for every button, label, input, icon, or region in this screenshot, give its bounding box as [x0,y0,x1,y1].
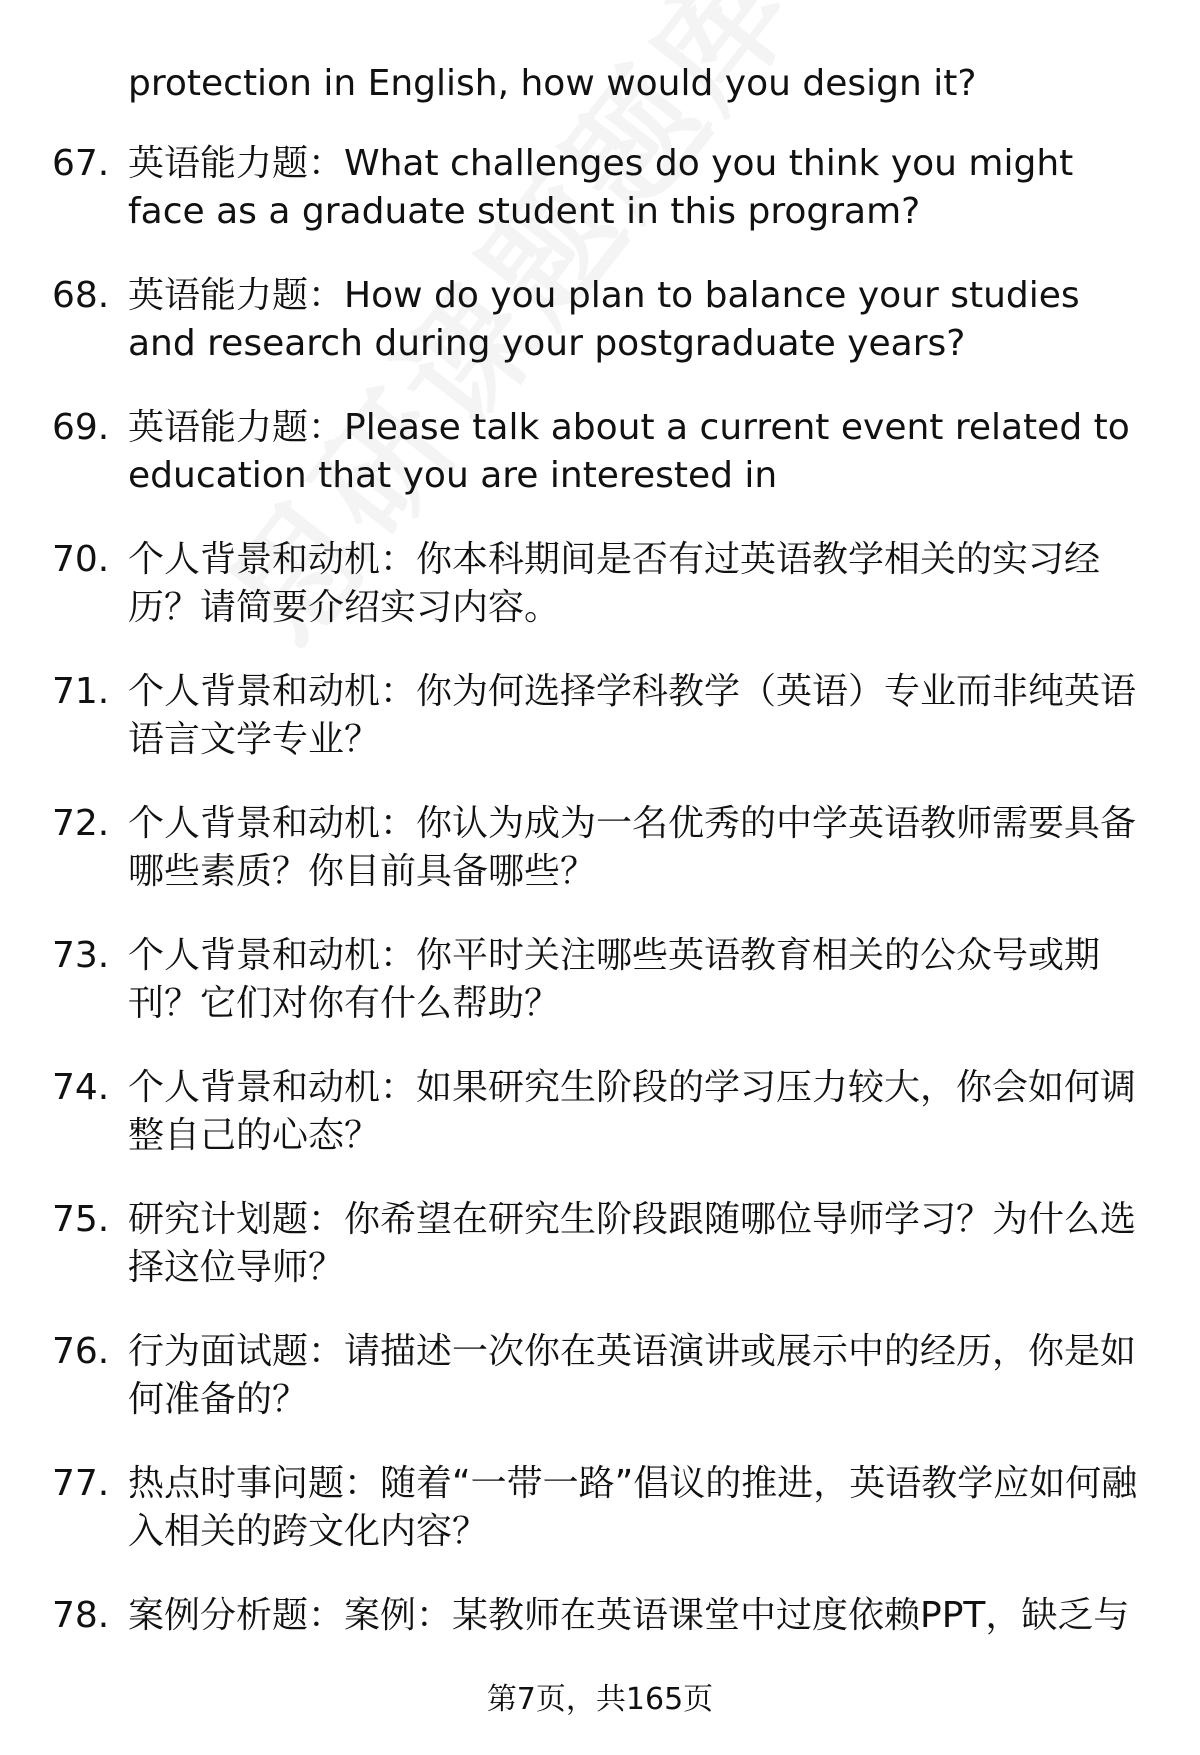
question-text: 个人背景和动机：如果研究生阶段的学习压力较大，你会如何调整自己的心态？ [128,1067,1137,1156]
question-item [0,932,1200,1064]
question-number: 71. [52,671,110,712]
question-text: 个人背景和动机：你为何选择学科教学（英语）专业而非纯英语语言文学专业？ [128,671,1137,760]
question-number: 70. [52,539,110,580]
question-text: 个人背景和动机：你本科期间是否有过英语教学相关的实习经历？请简要介绍实习内容。 [128,539,1101,628]
question-number: 74. [52,1067,110,1108]
question-text: 热点时事问题：随着“一带一路”倡议的推进，英语教学应如何融入相关的跨文化内容？ [128,1463,1138,1552]
question-item [0,140,1200,272]
question-number: 77. [52,1463,110,1504]
question-number: 75. [52,1199,110,1240]
page-footer: 第7页，共165页 [486,1682,714,1717]
question-number: 67. [52,143,110,184]
question-list [0,140,1200,1724]
question-item [0,1196,1200,1328]
question-number: 73. [52,935,110,976]
question-item [0,800,1200,932]
question-text: 案例分析题：案例：某教师在英语课堂中过度依赖PPT，缺乏与 [128,1595,1130,1636]
question-item [0,668,1200,800]
continuation-text: protection in English, how would you design it? [128,63,977,104]
question-number: 69. [52,407,110,448]
question-text: 个人背景和动机：你平时关注哪些英语教育相关的公众号或期刊？它们对你有什么帮助？ [128,935,1101,1024]
question-number: 78. [52,1595,110,1636]
question-text: 英语能力题：What challenges do you think you might face as a graduate student in this program? [128,143,1074,232]
question-text: 行为面试题：请描述一次你在英语演讲或展示中的经历，你是如何准备的？ [128,1331,1137,1420]
question-item [0,404,1200,536]
question-text: 研究计划题：你希望在研究生阶段跟随哪位导师学习？为什么选择这位导师？ [128,1199,1137,1288]
question-number: 68. [52,275,110,316]
question-number: 72. [52,803,110,844]
question-text: 英语能力题：Please talk about a current event related to education that you are interested in [128,407,1130,496]
question-text: 个人背景和动机：你认为成为一名优秀的中学英语教师需要具备哪些素质？你目前具备哪些？ [128,803,1137,892]
question-item [0,1460,1200,1592]
question-item [0,536,1200,668]
question-number: 76. [52,1331,110,1372]
question-item [0,1064,1200,1196]
question-text: 英语能力题：How do you plan to balance your studies and research during your postgraduate years? [128,275,1080,364]
question-item [0,1328,1200,1460]
question-item [0,272,1200,404]
